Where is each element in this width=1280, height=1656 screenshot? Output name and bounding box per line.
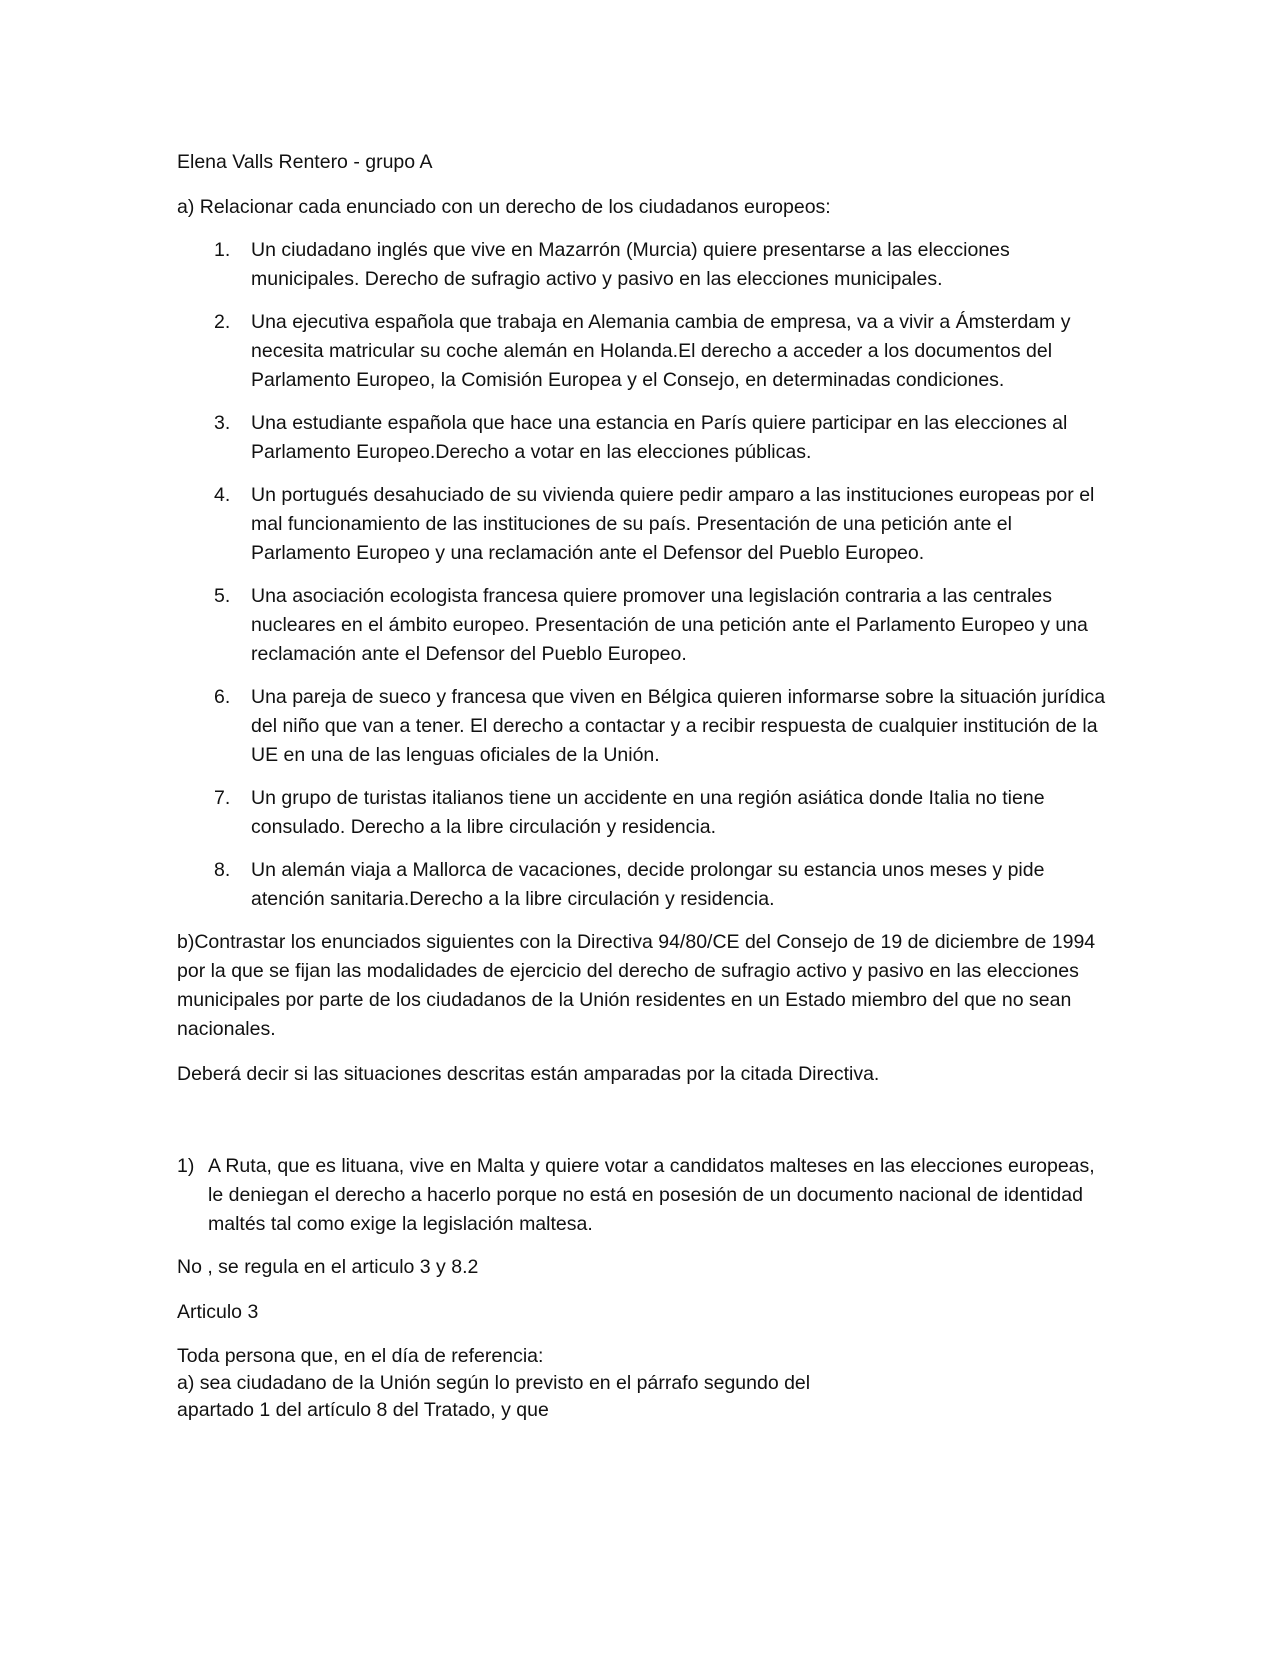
list-item-text: Un grupo de turistas italianos tiene un accidente en una región asiática donde Italia no tiene consulado. Derecho a la libre circulación y residencia. [251,787,1045,838]
section-b-list [177,1152,1107,1239]
list-item-text: Un ciudadano inglés que vive en Mazarrón (Murcia) quiere presentarse a las elecciones municipales. Derecho de sufragio activo y pasivo en las elecciones municipales. [251,239,1010,290]
article-heading: Articulo 3 [177,1301,259,1323]
list-item [177,236,1107,294]
list-item-number: 1. [214,239,231,261]
list-item [177,582,1107,669]
article-line: a) sea ciudadano de la Unión según lo previsto en el párrafo segundo del [177,1372,811,1394]
list-item-number: 2. [214,311,231,333]
section-a-intro: a) Relacionar cada enunciado con un derecho de los ciudadanos europeos: [177,196,831,218]
list-item [177,856,1107,914]
list-item-text: Una asociación ecologista francesa quiere promover una legislación contraria a las centrales nucleares en el ámbito europeo. Presentación de una petición ante el Parlamento Europeo y una reclamación ante el Defensor del Pueblo Europeo. [251,585,1088,665]
section-a-list [177,236,1107,914]
list-item [177,683,1107,770]
list-item-text: A Ruta, que es lituana, vive en Malta y quiere votar a candidatos malteses en las elecciones europeas, le deniegan el derecho a hacerlo porque no está en posesión de un documento nacional de identidad maltés tal como exige la legislación maltesa. [208,1155,1095,1235]
section-b-intro: b)Contrastar los enunciados siguientes con la Directiva 94/80/CE del Consejo de 19 de diciembre de 1994 por la que se fijan las modalidades de ejercicio del derecho de sufragio activo y pasivo en las elecciones municipales por parte de los ciudadanos de la Unión residentes en un Estado miembro del que no sean nacionales. [177,931,1096,1040]
list-item [177,784,1107,842]
list-item-text: Un portugués desahuciado de su vivienda quiere pedir amparo a las instituciones europeas por el mal funcionamiento de las instituciones de su país. Presentación de una petición ante el Parlamento Europeo y una reclamación ante el Defensor del Pueblo Europeo. [251,484,1095,564]
list-item-number: 4. [214,484,231,506]
list-item-number: 1) [177,1155,195,1177]
list-item-number: 7. [214,787,231,809]
document-page [177,148,1107,1424]
list-item-text: Un alemán viaja a Mallorca de vacaciones, decide prolongar su estancia unos meses y pide atención sanitaria.Derecho a la libre circulación y residencia. [251,859,1045,910]
article-line: apartado 1 del artículo 8 del Tratado, y que [177,1399,549,1421]
list-item [177,481,1107,568]
list-item [177,409,1107,467]
list-item-number: 8. [214,859,231,881]
list-item [177,1152,1107,1239]
list-item [177,308,1107,395]
section-b-note: Deberá decir si las situaciones descritas están amparadas por la citada Directiva. [177,1063,880,1085]
answer-text: No , se regula en el articulo 3 y 8.2 [177,1256,479,1278]
list-item-number: 3. [214,412,231,434]
list-item-text: Una estudiante española que hace una estancia en París quiere participar en las elecciones al Parlamento Europeo.Derecho a votar en las elecciones públicas. [251,412,1068,463]
list-item-number: 6. [214,686,231,708]
author-line: Elena Valls Rentero - grupo A [177,151,433,173]
list-item-text: Una pareja de sueco y francesa que viven en Bélgica quieren informarse sobre la situación jurídica del niño que van a tener. El derecho a contactar y a recibir respuesta de cualquier institución de la UE en una de las lenguas oficiales de la Unión. [251,686,1106,766]
list-item-text: Una ejecutiva española que trabaja en Alemania cambia de empresa, va a vivir a Ámsterdam y necesita matricular su coche alemán en Holanda.El derecho a acceder a los documentos del Parlamento Europeo, la Comisión Europea y el Consejo, en determinadas condiciones. [251,311,1071,391]
list-item-number: 5. [214,585,231,607]
article-line: Toda persona que, en el día de referencia: [177,1345,544,1367]
